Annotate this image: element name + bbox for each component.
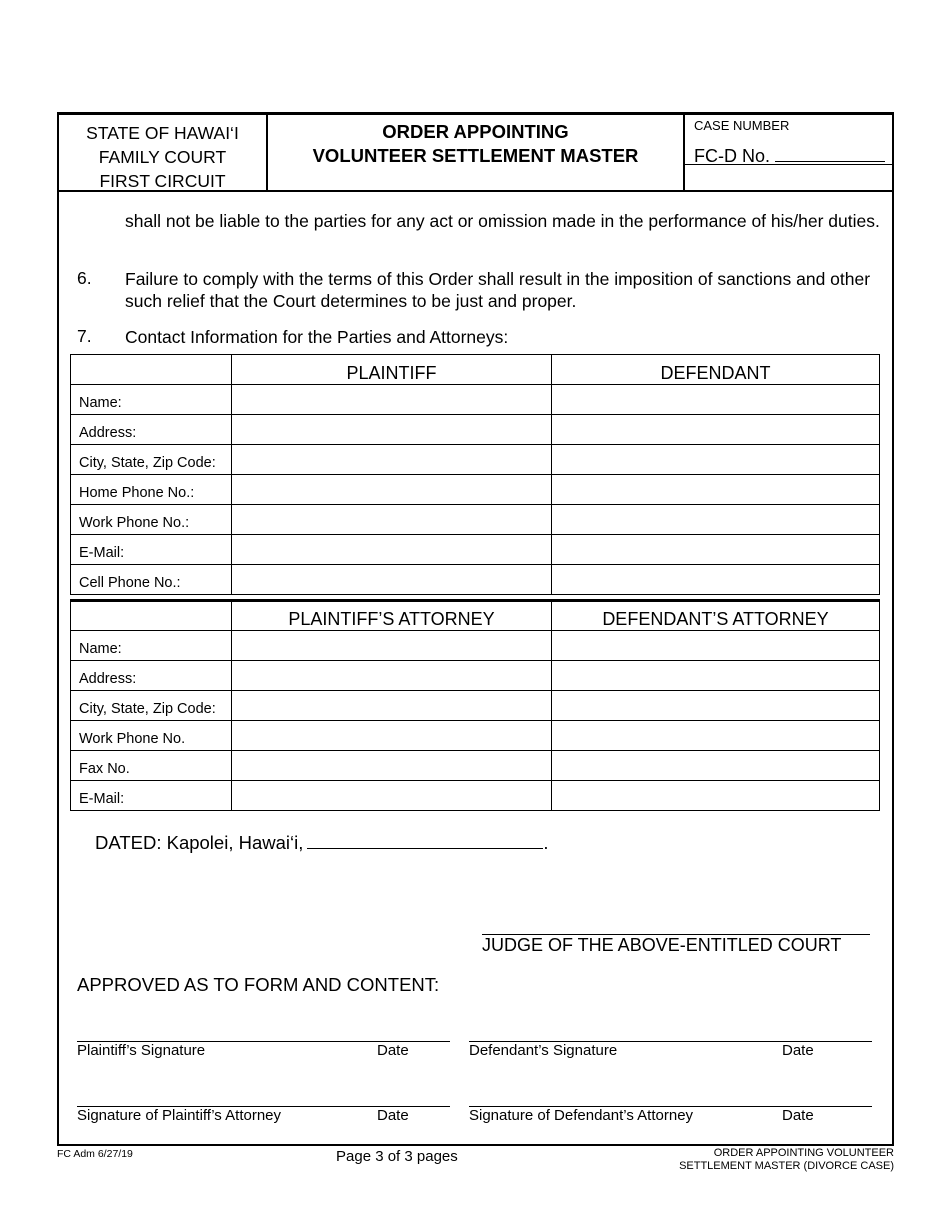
defendant-signature-label: Defendant’s Signature xyxy=(469,1042,618,1059)
plaintiff-city-field[interactable] xyxy=(232,445,552,475)
plaintiff-attorney-address-field[interactable] xyxy=(232,661,552,691)
row-label: Name: xyxy=(71,385,232,415)
row-label: Fax No. xyxy=(71,751,232,781)
date-label: Date xyxy=(377,1107,409,1124)
defendant-attorney-signature-label: Signature of Defendant’s Attorney xyxy=(469,1107,694,1124)
blank-header-cell xyxy=(71,601,232,631)
dated-line xyxy=(95,831,549,854)
plaintiff-cell-phone-field[interactable] xyxy=(232,565,552,595)
row-label: Name: xyxy=(71,631,232,661)
case-number-field[interactable] xyxy=(775,148,885,162)
defendant-name-field[interactable] xyxy=(552,385,880,415)
divider xyxy=(685,164,892,165)
court-line: STATE OF HAWAI‘I xyxy=(86,123,239,143)
table-row xyxy=(71,475,880,505)
date-label: Date xyxy=(377,1042,409,1059)
plaintiff-attorney-city-field[interactable] xyxy=(232,691,552,721)
case-number-block xyxy=(685,115,892,190)
plaintiff-attorney-email-field[interactable] xyxy=(232,781,552,811)
row-label: Cell Phone No.: xyxy=(71,565,232,595)
table-row xyxy=(71,661,880,691)
item-number: 6. xyxy=(77,268,92,288)
blank-header-cell xyxy=(71,355,232,385)
defendant-attorney-city-field[interactable] xyxy=(552,691,880,721)
table-row xyxy=(71,781,880,811)
date-label: Date xyxy=(782,1042,814,1059)
form-id: FC Adm 6/27/19 xyxy=(57,1148,133,1160)
plaintiff-attorney-fax-field[interactable] xyxy=(232,751,552,781)
table-row xyxy=(71,445,880,475)
item-7-text: Contact Information for the Parties and Attorneys: xyxy=(125,327,509,347)
row-label: E-Mail: xyxy=(71,781,232,811)
plaintiff-signature-label: Plaintiff’s Signature xyxy=(77,1042,206,1059)
title-line: VOLUNTEER SETTLEMENT MASTER xyxy=(312,145,639,166)
table-row xyxy=(71,691,880,721)
table-row xyxy=(71,385,880,415)
defendant-address-field[interactable] xyxy=(552,415,880,445)
row-label: Home Phone No.: xyxy=(71,475,232,505)
parties-contact-table xyxy=(70,354,880,595)
plaintiff-name-field[interactable] xyxy=(232,385,552,415)
title-line: ORDER APPOINTING xyxy=(382,121,569,142)
plaintiff-header: PLAINTIFF xyxy=(232,355,552,385)
row-label: Work Phone No.: xyxy=(71,505,232,535)
row-label: City, State, Zip Code: xyxy=(71,445,232,475)
item-6-text: Failure to comply with the terms of this Order shall result in the imposition of sanctions and other such relief that the Court determines to be just and proper. xyxy=(125,269,871,311)
date-label: Date xyxy=(782,1107,814,1124)
plaintiff-email-field[interactable] xyxy=(232,535,552,565)
attorneys-contact-table xyxy=(70,599,880,811)
defendant-attorney-fax-field[interactable] xyxy=(552,751,880,781)
court-name-block xyxy=(59,115,268,190)
date-field[interactable] xyxy=(307,831,543,849)
defendant-home-phone-field[interactable] xyxy=(552,475,880,505)
court-line: FIRST CIRCUIT xyxy=(99,171,226,191)
table-row xyxy=(71,505,880,535)
table-row xyxy=(71,751,880,781)
page-number: Page 3 of 3 pages xyxy=(336,1148,458,1165)
table-header-row xyxy=(71,601,880,631)
plaintiff-home-phone-field[interactable] xyxy=(232,475,552,505)
defendant-work-phone-field[interactable] xyxy=(552,505,880,535)
defendant-city-field[interactable] xyxy=(552,445,880,475)
defendant-attorney-header: DEFENDANT’S ATTORNEY xyxy=(552,601,880,631)
defendant-attorney-work-phone-field[interactable] xyxy=(552,721,880,751)
item-number: 7. xyxy=(77,326,92,346)
judge-label: JUDGE OF THE ABOVE-ENTITLED COURT xyxy=(482,935,842,955)
defendant-attorney-email-field[interactable] xyxy=(552,781,880,811)
footer-title-line: ORDER APPOINTING VOLUNTEER xyxy=(713,1147,894,1159)
case-number-label: CASE NUMBER xyxy=(694,118,790,133)
plaintiff-attorney-signature-label: Signature of Plaintiff’s Attorney xyxy=(77,1107,282,1124)
plaintiff-attorney-name-field[interactable] xyxy=(232,631,552,661)
defendant-cell-phone-field[interactable] xyxy=(552,565,880,595)
table-row xyxy=(71,415,880,445)
table-row xyxy=(71,721,880,751)
table-row xyxy=(71,565,880,595)
row-label: Address: xyxy=(71,661,232,691)
approved-label: APPROVED AS TO FORM AND CONTENT: xyxy=(77,974,440,995)
dated-period: . xyxy=(543,832,549,853)
court-line: FAMILY COURT xyxy=(98,147,227,167)
defendant-email-field[interactable] xyxy=(552,535,880,565)
form-title xyxy=(268,115,685,190)
form-header xyxy=(57,112,894,192)
plaintiff-attorney-header: PLAINTIFF’S ATTORNEY xyxy=(232,601,552,631)
continued-paragraph: shall not be liable to the parties for any act or omission made in the performance of his/her duties. xyxy=(125,211,880,231)
table-row xyxy=(71,631,880,661)
table-row xyxy=(71,535,880,565)
defendant-attorney-address-field[interactable] xyxy=(552,661,880,691)
table-header-row xyxy=(71,355,880,385)
footer-doc-title xyxy=(679,1147,894,1173)
fc-d-label: FC-D No. xyxy=(694,146,770,166)
plaintiff-work-phone-field[interactable] xyxy=(232,505,552,535)
plaintiff-attorney-work-phone-field[interactable] xyxy=(232,721,552,751)
footer-title-line: SETTLEMENT MASTER (DIVORCE CASE) xyxy=(679,1160,894,1172)
row-label: E-Mail: xyxy=(71,535,232,565)
row-label: Address: xyxy=(71,415,232,445)
row-label: City, State, Zip Code: xyxy=(71,691,232,721)
dated-label: DATED: Kapolei, Hawai‘i, xyxy=(95,832,304,853)
row-label: Work Phone No. xyxy=(71,721,232,751)
plaintiff-address-field[interactable] xyxy=(232,415,552,445)
defendant-attorney-name-field[interactable] xyxy=(552,631,880,661)
defendant-header: DEFENDANT xyxy=(552,355,880,385)
